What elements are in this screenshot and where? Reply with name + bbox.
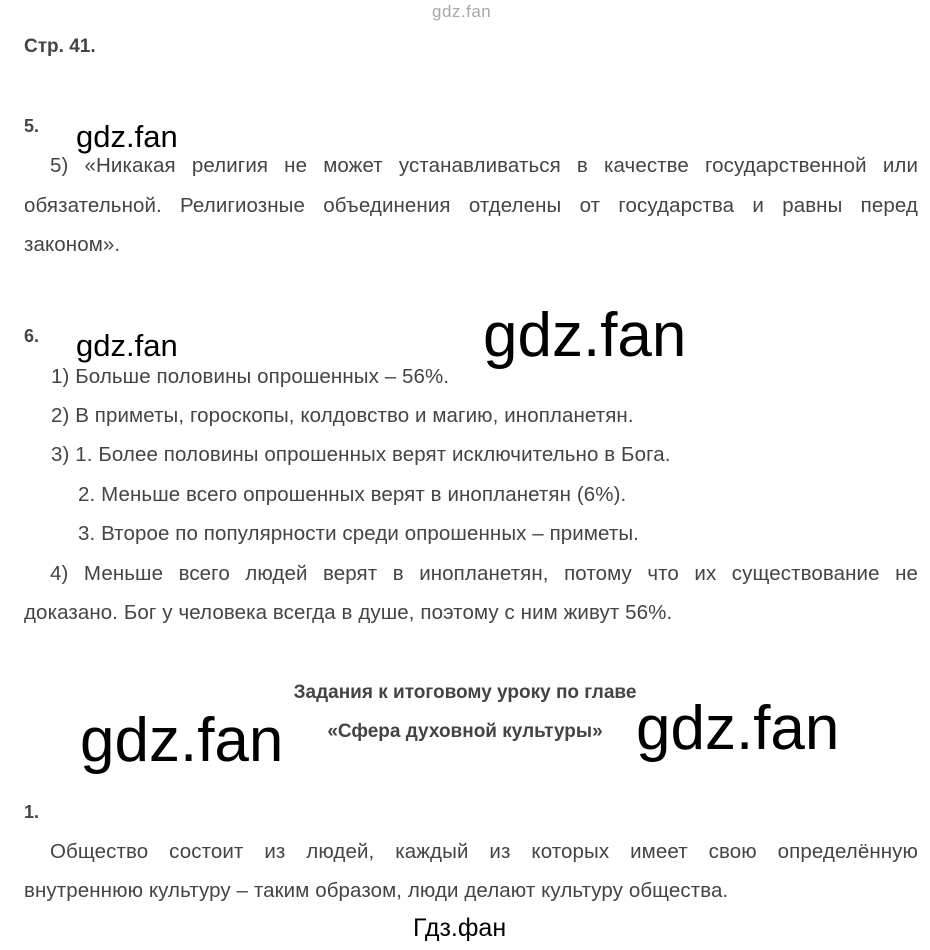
q6-line-7: доказано. Бог у человека всегда в душе, поэтому с ним живут 56%. [24,601,673,624]
watermark-bottom: Гдз.фан [413,914,507,942]
question-number-1: 1. [24,802,40,822]
q6-line-2: 2) В приметы, гороскопы, колдовство и магию, инопланетян. [51,404,634,427]
watermark-left: gdz.fan [80,706,284,775]
q5-line-3: законом». [24,233,121,256]
q6-line-3: 3) 1. Более половины опрошенных верят исключительно в Бога. [51,443,671,466]
page-number: Стр. 41. [24,36,96,57]
q6-line-6: 4) Меньше всего людей верят в инопланетян, потому что их существование не [50,562,918,585]
watermark-q5: gdz.fan [76,119,178,154]
section-title-line-2: «Сфера духовной культуры» [327,721,603,742]
q1-line-2: внутреннюю культуру – таким образом, люди делают культуру общества. [24,879,729,902]
q6-line-1: 1) Больше половины опрошенных – 56%. [51,365,450,388]
q6-line-5: 3. Второе по популярности среди опрошенных – приметы. [78,522,639,545]
q1-line-1: Общество состоит из людей, каждый из которых имеет свою определённую [50,840,918,863]
watermark-right: gdz.fan [636,694,840,763]
q5-line-2: обязательной. Религиозные объединения отделены от государства и равны перед [24,194,918,217]
section-title-line-1: Задания к итоговому уроку по главе [293,682,637,703]
watermark-top: gdz.fan [432,2,492,21]
q6-line-4: 2. Меньше всего опрошенных верят в инопланетян (6%). [78,483,627,506]
watermark-center: gdz.fan [483,301,687,370]
question-number-5: 5. [24,116,40,136]
question-number-6: 6. [24,326,40,346]
q5-line-1: 5) «Никакая религия не может устанавливаться в качестве государственной или [50,154,918,177]
watermark-q6: gdz.fan [76,328,178,363]
